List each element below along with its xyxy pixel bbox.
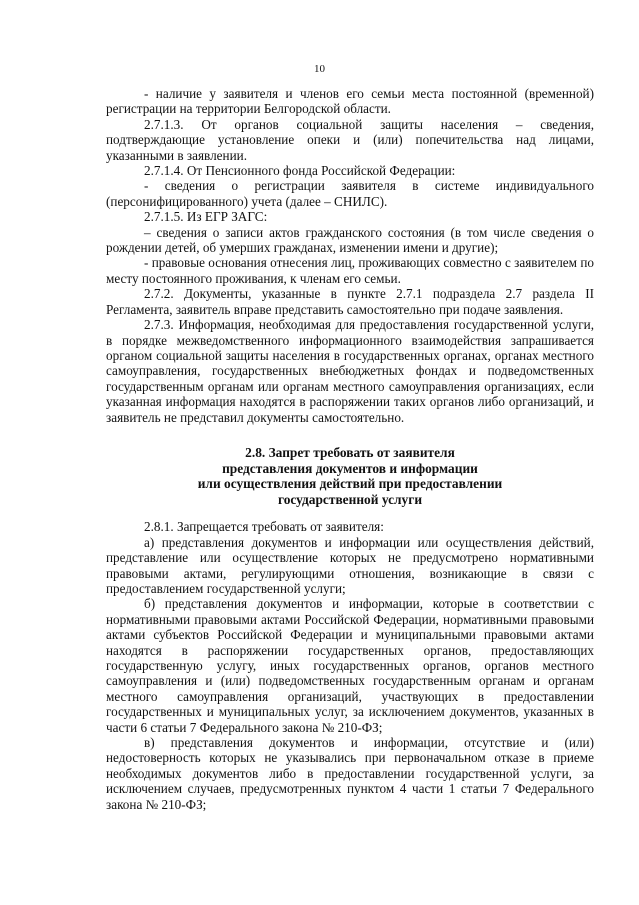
paragraph: - сведения о регистрации заявителя в системе индивидуального (персонифицированного) учета (далее – СНИЛС). [106,178,594,209]
section-heading-line: 2.8. Запрет требовать от заявителя [245,444,455,460]
paragraph: 2.7.1.5. Из ЕГР ЗАГС: [144,209,268,225]
page-number: 10 [314,63,325,75]
paragraph: 2.8.1. Запрещается требовать от заявителя: [144,519,384,535]
paragraph: а) представления документов и информации или осуществления действий, представление или осуществление которых не предусмотрено нормативными правовыми актами, регулирующими отношения, возникающие в связи с предоставлением государственной услуги; [106,534,594,596]
paragraph: – сведения о записи актов гражданского состояния (в том числе сведения о рождении детей, об умерших гражданах, изменении имени и другие); [106,224,594,256]
section-heading-line: государственной услуги [277,491,423,507]
paragraph: б) представления документов и информации, которые в соответствии с нормативными правовыми актами Российской Федерации, нормативными правовыми актами субъектов Российской Федерации и муниципальными правовыми актами находятся в распоряжении государственных органов, предоставляющих государственную услугу, иных государственных органов, органов местного самоуправления и (или) подведомственных государственным органам и органам местного самоуправления организаций, участвующих в предоставлении государственных и муниципальных услуг, за исключением документов, указанных в части 6 статьи 7 Федерального закона № 210-ФЗ; [106,596,594,735]
paragraph: - правовые основания отнесения лиц, проживающих совместно с заявителем по месту постоянного проживания, к членам его семьи. [106,255,594,286]
paragraph: в) представления документов и информации, отсутствие и (или) недостоверность которых не указывались при первоначальном отказе в приеме необходимых документов либо в предоставлении государственной услуги, за исключением случаев, предусмотренных пунктом 4 части 1 статьи 7 Федерального закона № 210-ФЗ; [106,735,594,812]
document-body [106,86,594,812]
paragraph: - наличие у заявителя и членов его семьи места постоянной (временной) регистрации на территории Белгородской области. [106,86,594,117]
section-heading-line: или осуществления действий при предоставлении [197,476,503,492]
paragraph: 2.7.3. Информация, необходимая для предоставления государственной услуги, в порядке межведомственного информационного взаимодействия запрашивается органом социальной защиты населения в государственных органах, органах местного самоуправления, государственных внебюджетных фондах и подведомственных государственным органам или органам местного самоуправления организациях, если указанная информация находятся в распоряжении таких органов либо организаций, и заявитель не представил документы самостоятельно. [106,317,594,425]
section-heading-line: представления документов и информации [222,460,478,476]
paragraph: 2.7.1.3. От органов социальной защиты населения – сведения, подтверждающие установление опеки и (или) попечительства над лицами, указанными в заявлении. [106,116,594,163]
paragraph: 2.7.2. Документы, указанные в пункте 2.7.1 подраздела 2.7 раздела II Регламента, заявитель вправе представить самостоятельно при подаче заявления. [106,286,594,317]
section-heading [106,445,594,507]
paragraph: 2.7.1.4. От Пенсионного фонда Российской Федерации: [144,163,456,179]
